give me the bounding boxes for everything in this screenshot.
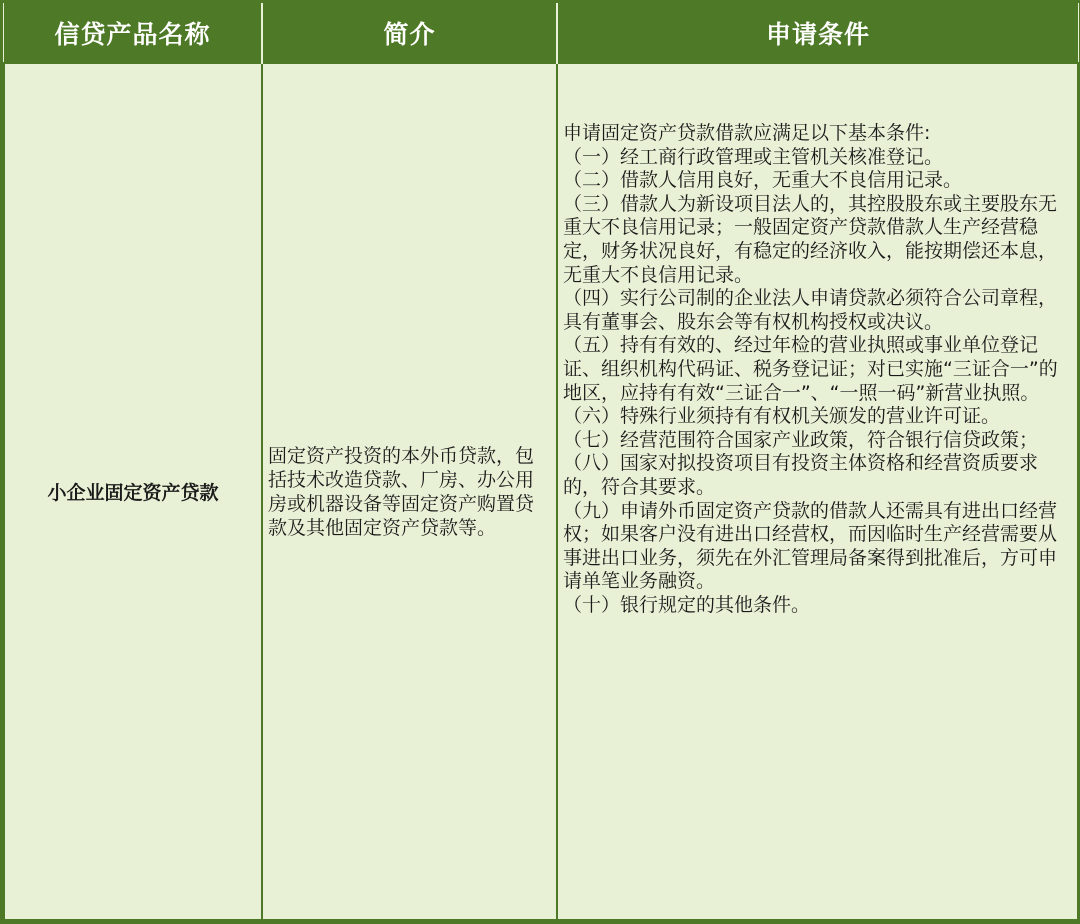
table-header-row	[4, 3, 1078, 63]
condition-item-4: （四）实行公司制的企业法人申请贷款必须符合公司章程，具有董事会、股东会等有权机构授权或决议。	[563, 287, 1058, 333]
header-product-name: 信贷产品名称	[4, 3, 262, 63]
product-name-cell: 小企业固定资产贷款	[4, 63, 262, 920]
table-row	[4, 63, 1078, 920]
condition-item-5: （五）持有有效的、经过年检的营业执照或事业单位登记证、组织机构代码证、税务登记证；对已实施“三证合一”的地区，应持有有效“三证合一”、“一照一码”新营业执照。	[563, 334, 1058, 404]
condition-item-1: （一）经工商行政管理或主管机关核准登记。	[563, 145, 944, 168]
condition-item-2: （二）借款人信用良好，无重大不良信用记录。	[563, 169, 963, 192]
condition-item-7: （七）经营范围符合国家产业政策，符合银行信贷政策；	[563, 428, 1039, 451]
header-intro: 简介	[262, 3, 557, 63]
conditions-cell	[557, 63, 1078, 920]
intro-cell: 固定资产投资的本外币贷款，包括技术改造贷款、厂房、办公用房或机器设备等固定资产购置贷款及其他固定资产贷款等。	[262, 63, 557, 920]
header-conditions: 申请条件	[557, 3, 1078, 63]
condition-item-6: （六）特殊行业须持有有权机关颁发的营业许可证。	[563, 405, 1001, 428]
loan-product-table	[3, 3, 1079, 921]
condition-item-9: （九）申请外币固定资产贷款的借款人还需具有进出口经营权；如果客户没有进出口经营权，而因临时生产经营需要从事进出口业务，须先在外汇管理局备案得到批准后，方可申请单笔业务融资。	[563, 499, 1058, 593]
condition-item-8: （八）国家对拟投资项目有投资主体资格和经营资质要求的，符合其要求。	[563, 452, 1039, 498]
condition-item-10: （十）银行规定的其他条件。	[563, 593, 811, 616]
conditions-intro: 申请固定资产贷款借款应满足以下基本条件:	[563, 122, 931, 144]
condition-item-3: （三）借款人为新设项目法人的，其控股股东或主要股东无重大不良信用记录；一般固定资产贷款借款人生产经营稳定，财务状况良好，有稳定的经济收入，能按期偿还本息，无重大不良信用记录。	[563, 192, 1058, 286]
